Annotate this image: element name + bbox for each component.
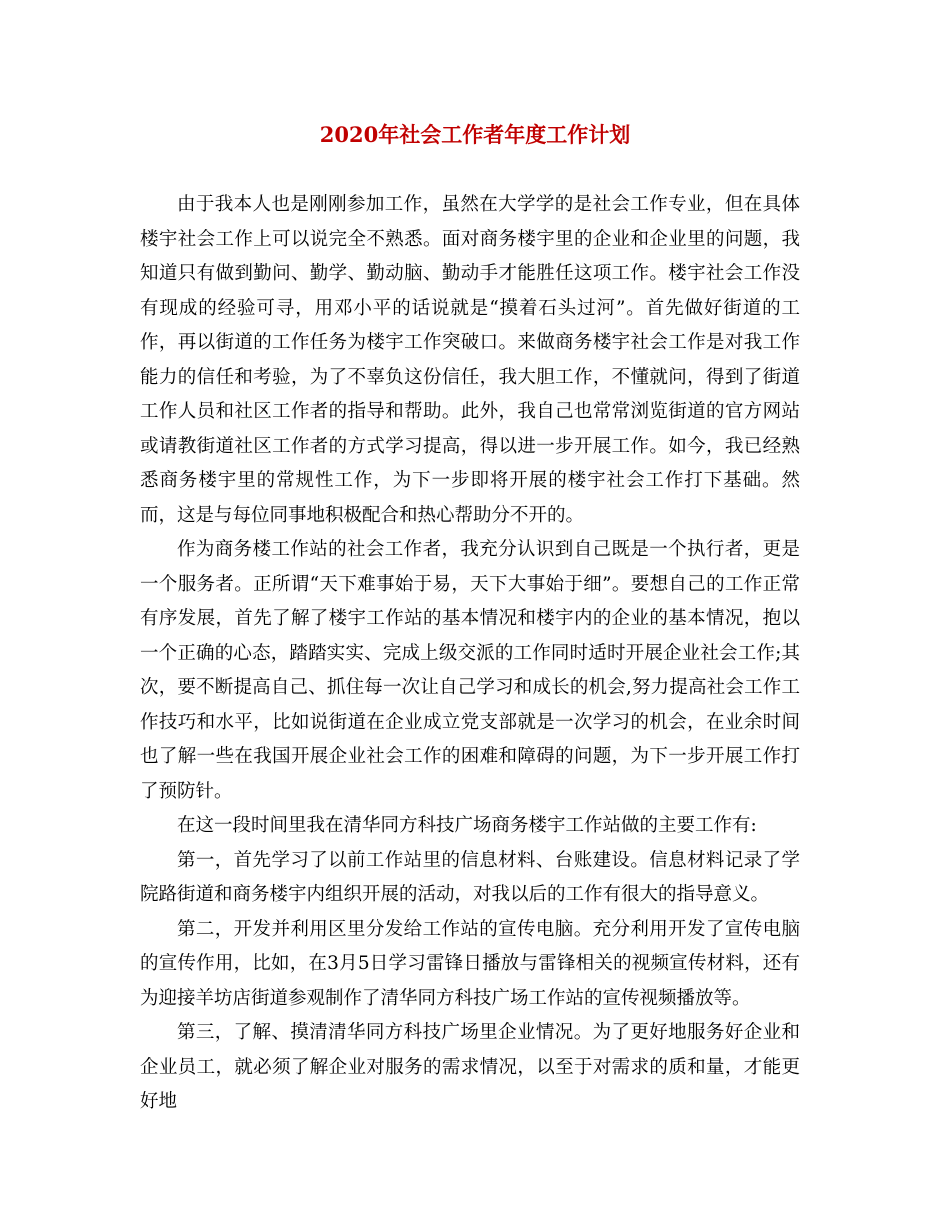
paragraph-3: 在这一段时间里我在清华同方科技广场商务楼宇工作站做的主要工作有: (177, 815, 757, 836)
paragraph-2: 作为商务楼工作站的社会工作者，我充分认识到自己既是一个执行者，更是一个服务者。正所谓“天下难事始于易，天下大事始于细”。要想自己的工作正常有序发展，首先了解了楼宇工作站的基本情况和楼宇内的企业的基本情况，抱以一个正确的心态，踏踏实实、完成上级交派的工作同时适时开展企业社会工作;其次，要不断提高自己、抓住每一次让自己学习和成长的机会,努力提高社会工作工作技巧和水平，比如说街道在企业成立党支部就是一次学习的机会，在业余时间也了解一些在我国开展企业社会工作的困难和障碍的问题，为下一步开展工作打了预防针。 (140, 539, 800, 802)
paragraph-1: 由于我本人也是刚刚参加工作，虽然在大学学的是社会工作专业，但在具体楼宇社会工作上可以说完全不熟悉。面对商务楼宇里的企业和企业里的问题，我知道只有做到勤问、勤学、勤动脑、勤动手才能胜任这项工作。楼宇社会工作没有现成的经验可寻，用邓小平的话说就是“摸着石头过河”。首先做好街道的工作，再以街道的工作任务为楼宇工作突破口。来做商务楼宇社会工作是对我工作能力的信任和考验，为了不辜负这份信任，我大胆工作，不懂就问，得到了街道工作人员和社区工作者的指导和帮助。此外，我自己也常常浏览街道的官方网站或请教街道社区工作者的方式学习提高，得以进一步开展工作。如今，我已经熟悉商务楼宇里的常规性工作，为下一步即将开展的楼宇社会工作打下基础。然而，这是与每位同事地积极配合和热心帮助分不开的。 (140, 194, 800, 526)
paragraph-5: 第二，开发并利用区里分发给工作站的宣传电脑。充分利用开发了宣传电脑的宣传作用，比如，在3月5日学习雷锋日播放与雷锋相关的视频宣传材料，还有为迎接羊坊店街道参观制作了清华同方科技广场工作站的宣传视频播放等。 (140, 918, 800, 1009)
document-body (140, 188, 800, 1120)
paragraph-6: 第三，了解、摸清清华同方科技广场里企业情况。为了更好地服务好企业和企业员工，就必须了解企业对服务的需求情况，以至于对需求的质和量，才能更好地 (140, 1022, 800, 1112)
paragraph-4: 第一，首先学习了以前工作站里的信息材料、台账建设。信息材料记录了学院路街道和商务楼宇内组织开展的活动，对我以后的工作有很大的指导意义。 (140, 849, 800, 905)
document-title: 2020年社会工作者年度工作计划 (319, 122, 631, 147)
